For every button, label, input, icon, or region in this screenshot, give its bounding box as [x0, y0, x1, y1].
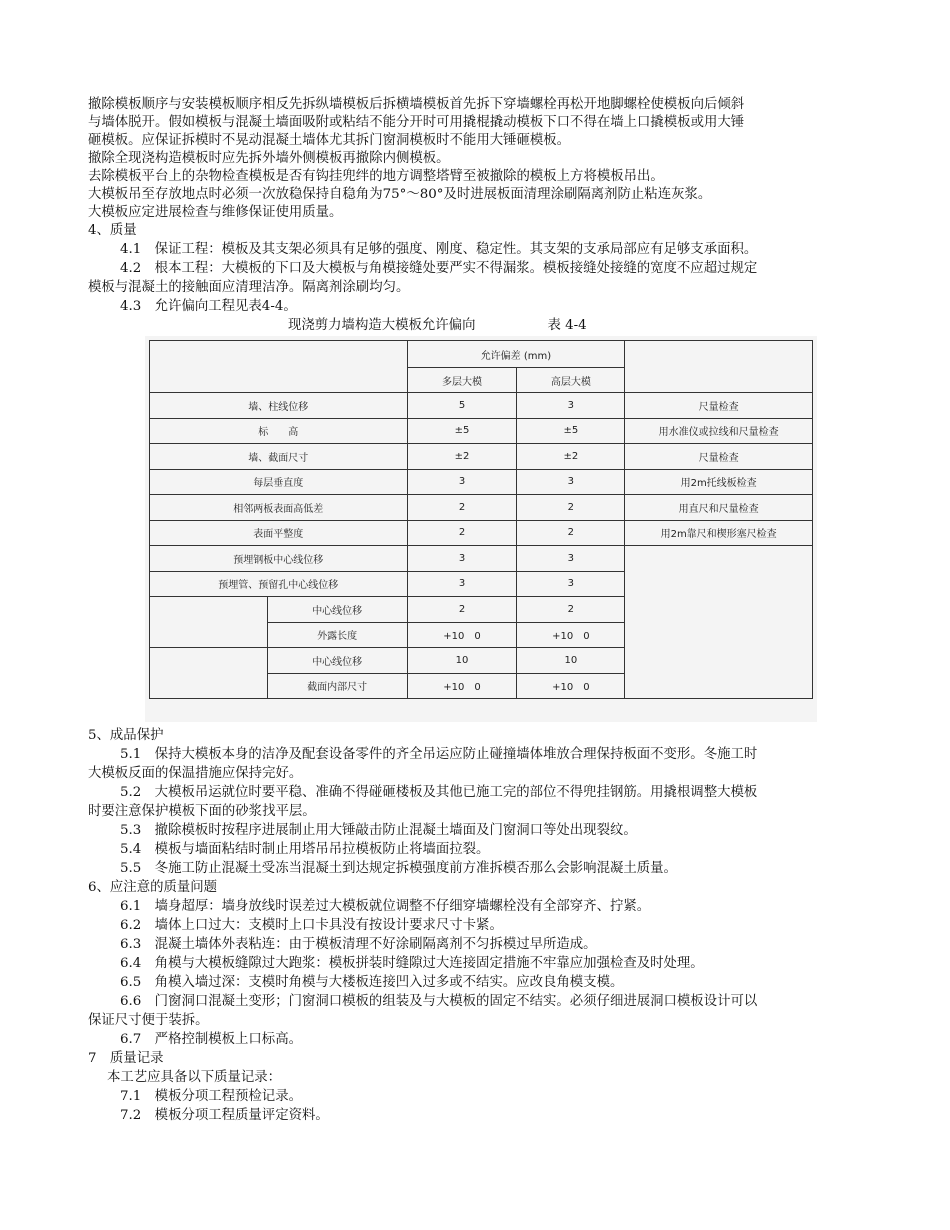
table-row — [150, 444, 813, 470]
section-5-5: 5.5 冬施工防止混凝土受冻当混凝土到达规定拆模强度前方准拆模否那么会影响混凝土质量。 — [120, 861, 677, 876]
table-caption — [288, 317, 587, 335]
table-cell-item: 墙、截面尺寸 — [150, 444, 408, 470]
table-number: 表 4-4 — [547, 318, 587, 333]
section-7-1: 7.1 模板分项工程预检记录。 — [120, 1089, 302, 1104]
table-cell-v2: 2 — [517, 597, 625, 623]
table-header-col2: 高层大模 — [517, 368, 625, 393]
table-cell-v1: 2 — [407, 597, 517, 623]
table-cell-v1: 5 — [407, 393, 517, 419]
table-cell-subitem: 截面内部尺寸 — [267, 673, 407, 699]
table-header-group: 允许偏差 (mm) — [407, 341, 625, 368]
section-7-heading: 7 质量记录 — [88, 1051, 164, 1066]
table-cell-item: 预埋管、预留孔中心线位移 — [150, 571, 408, 597]
table-row — [150, 418, 813, 444]
table-title: 现浇剪力墙构造大模板允许偏向 — [288, 318, 476, 333]
tolerance-table-image — [145, 336, 817, 722]
table-cell-v1: ±2 — [407, 444, 517, 470]
table-cell-method-empty — [625, 546, 813, 699]
section-6-heading: 6、应注意的质量问题 — [88, 880, 218, 895]
table-cell-method: 用2m靠尺和楔形塞尺检查 — [625, 520, 813, 546]
table-cell-v2: 2 — [517, 495, 625, 521]
table-cell-v2: 10 — [517, 648, 625, 674]
table-cell-subitem: 中心线位移 — [267, 648, 407, 674]
section-7-intro: 本工艺应具备以下质量记录： — [107, 1070, 282, 1085]
table-cell-v1: +10 0 — [407, 622, 517, 648]
table-cell-v2: 3 — [517, 393, 625, 419]
table-cell-group-empty — [150, 597, 268, 648]
section-6-7: 6.7 严格控制模板上口标高。 — [120, 1032, 302, 1047]
table-cell-v1: 3 — [407, 571, 517, 597]
tolerance-table — [149, 340, 813, 699]
table-cell-item: 相邻两板表面高低差 — [150, 495, 408, 521]
table-cell-method: 用直尺和尺量检查 — [625, 495, 813, 521]
section-5-1a: 5.1 保持大模板本身的洁净及配套设备零件的齐全吊运应防止碰撞墙体堆放合理保持板面不变形。冬施工时 — [120, 747, 758, 762]
section-4-2b: 模板与混凝土的接触面应清理洁净。隔离剂涂刷均匀。 — [88, 280, 410, 295]
intro-line-2: 与墙体脱开。假如模板与混凝土墙面吸附或粘结不能分开时可用撬棍撬动模板下口不得在墙上口撬模板或用大锤 — [88, 115, 745, 130]
table-cell-item: 标 高 — [150, 418, 408, 444]
table-cell-v2: 3 — [517, 546, 625, 572]
table-cell-v1: 3 — [407, 546, 517, 572]
section-6-5: 6.5 角模入墙过深：支模时角模与大楼板连接凹入过多或不结实。应改良角模支模。 — [120, 975, 624, 990]
intro-line-3: 砸模板。应保证拆模时不晃动混凝土墙体尤其拆门窗洞模板时不能用大锤砸模板。 — [88, 133, 571, 148]
section-6-3: 6.3 混凝土墙体外表粘连：由于模板清理不好涂刷隔离剂不匀拆模过早所造成。 — [120, 937, 597, 952]
table-cell-item: 墙、柱线位移 — [150, 393, 408, 419]
section-6-1: 6.1 墙身超厚：墙身放线时误差过大模板就位调整不仔细穿墙螺栓没有全部穿齐、拧紧。 — [120, 899, 651, 914]
section-4-1: 4.1 保证工程：模板及其支架必须具有足够的强度、刚度、稳定性。其支架的支承局部应有足够支承面积。 — [120, 242, 758, 257]
table-cell-v2: ±5 — [517, 418, 625, 444]
section-5-2b: 时要注意保护模板下面的砂浆找平层。 — [88, 804, 316, 819]
table-cell-v2: 2 — [517, 520, 625, 546]
intro-line-6: 大模板吊至存放地点时必须一次放稳保持自稳角为75°～80°及时进展板面清理涂刷隔离剂防止粘连灰浆。 — [88, 187, 712, 202]
intro-line-7: 大模板应定进展检查与维修保证使用质量。 — [88, 205, 343, 220]
table-cell-v2: 3 — [517, 571, 625, 597]
table-cell-subitem: 外露长度 — [267, 622, 407, 648]
section-6-6b: 保证尺寸便于装拆。 — [88, 1013, 209, 1028]
table-row — [150, 393, 813, 419]
section-5-4: 5.4 模板与墙面粘结时制止用塔吊吊拉模板防止将墙面拉裂。 — [120, 842, 490, 857]
table-cell-subitem: 中心线位移 — [267, 597, 407, 623]
table-cell-method: 用水准仪或拉线和尺量检查 — [625, 418, 813, 444]
table-cell-item: 每层垂直度 — [150, 469, 408, 495]
table-cell-v1: 2 — [407, 520, 517, 546]
table-cell-item: 表面平整度 — [150, 520, 408, 546]
section-4-3: 4.3 允许偏向工程见表4-4。 — [120, 299, 297, 314]
section-6-4: 6.4 角模与大模板缝隙过大跑浆：模板拼装时缝隙过大连接固定措施不牢靠应加强检查及时处理。 — [120, 956, 704, 971]
table-header-row-1 — [150, 341, 813, 368]
table-cell-v2: +10 0 — [517, 673, 625, 699]
section-5-2a: 5.2 大模板吊运就位时要平稳、准确不得碰砸楼板及其他已施工完的部位不得兜挂钢筋。用撬根调整大模板 — [120, 785, 758, 800]
intro-line-5: 去除模板平台上的杂物检查模板是否有钩挂兜绊的地方调整塔臂至被撤除的模板上方将模板吊出。 — [88, 169, 664, 184]
section-6-2: 6.2 墙体上口过大：支模时上口卡具没有按设计要求尺寸卡紧。 — [120, 918, 503, 933]
table-row — [150, 546, 813, 572]
section-5-1b: 大模板反面的保温措施应保持完好。 — [88, 766, 303, 781]
table-cell-method: 用2m托线板检查 — [625, 469, 813, 495]
table-cell-v1: 3 — [407, 469, 517, 495]
section-4-2a: 4.2 根本工程：大模板的下口及大模板与角模接缝处要严实不得漏浆。模板接缝处接缝的宽度不应超过规定 — [120, 261, 758, 276]
table-cell-v1: ±5 — [407, 418, 517, 444]
table-cell-v1: 10 — [407, 648, 517, 674]
table-row — [150, 495, 813, 521]
section-7-2: 7.2 模板分项工程质量评定资料。 — [120, 1108, 329, 1123]
table-header-method — [625, 341, 813, 393]
table-cell-v1: +10 0 — [407, 673, 517, 699]
table-cell-v1: 2 — [407, 495, 517, 521]
table-cell-method: 尺量检查 — [625, 393, 813, 419]
section-5-3: 5.3 撤除模板时按程序进展制止用大锤敲击防止混凝土墙面及门窗洞口等处出现裂纹。 — [120, 823, 637, 838]
table-header-item — [150, 341, 408, 393]
table-cell-v2: +10 0 — [517, 622, 625, 648]
table-cell-method: 尺量检查 — [625, 444, 813, 470]
table-row — [150, 520, 813, 546]
intro-line-1: 撤除模板顺序与安装模板顺序相反先拆纵墙模板后拆横墙模板首先拆下穿墙螺栓再松开地脚螺栓使模板向后倾斜 — [88, 97, 745, 112]
table-cell-v2: 3 — [517, 469, 625, 495]
table-cell-v2: ±2 — [517, 444, 625, 470]
table-row — [150, 469, 813, 495]
section-5-heading: 5、成品保护 — [88, 728, 164, 743]
table-cell-item: 预埋钢板中心线位移 — [150, 546, 408, 572]
section-6-6a: 6.6 门窗洞口混凝土变形；门窗洞口模板的组装及与大模板的固定不结实。必须仔细进展洞口模板设计可以 — [120, 994, 758, 1009]
intro-line-4: 撤除全现浇构造模板时应先拆外墙外侧模板再撤除内侧模板。 — [88, 151, 450, 166]
section-4-heading: 4、质量 — [88, 223, 137, 238]
table-cell-group-empty — [150, 648, 268, 699]
table-header-col1: 多层大模 — [407, 368, 517, 393]
